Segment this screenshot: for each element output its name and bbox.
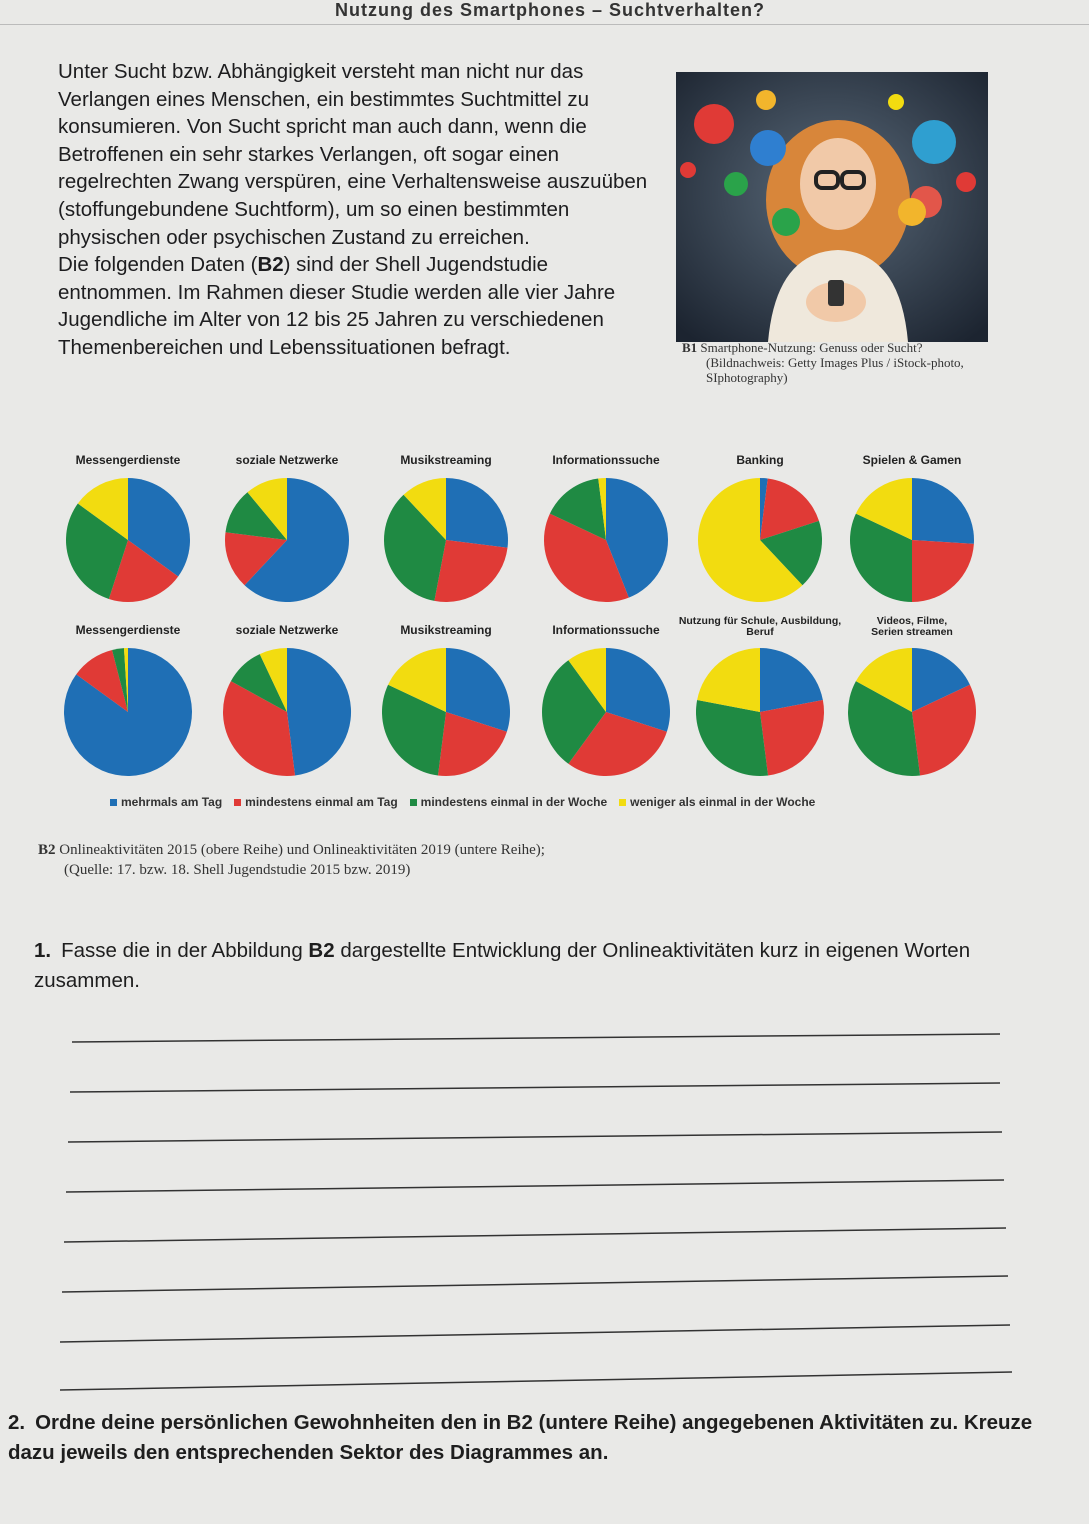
pie-title: Musikstreaming — [400, 453, 492, 467]
b1-label: B1 — [682, 340, 698, 355]
pie-slice[interactable] — [287, 648, 351, 776]
pie-chart-grid — [0, 440, 1089, 820]
task-2-suffix: (untere Reihe) angegebenen Aktivitäten zu. Kreuze dazu jeweils den entsprechenden Sektor des Diagrammes an. — [8, 1411, 1033, 1464]
task-1-ref: B2 — [308, 939, 335, 962]
legend-label: mindestens einmal am Tag — [245, 795, 398, 809]
intro-p2-prefix: Die folgenden Daten ( — [58, 253, 258, 277]
answer-lines — [0, 1020, 1089, 1400]
task-1-prefix: Fasse die in der Abbildung — [61, 939, 309, 962]
pie-title: Spielen & Gamen — [862, 453, 962, 467]
pie-slice[interactable] — [434, 540, 507, 602]
legend-swatch — [110, 799, 117, 806]
b2-caption — [38, 840, 838, 880]
header-divider — [0, 24, 1089, 25]
intro-paragraph-1: Unter Sucht bzw. Abhängigkeit versteht man nicht nur das Verlangen eines Menschen, ein bestimmtes Suchtmittel zu konsumieren. Von Sucht spricht man auch dann, wenn die Betroffenen ein sehr starkes Verlangen, oft sogar einen regelrechten Zwang verspüren, eine Verhaltensweise auszuüben (stoffungebundene Suchtform), um so einen bestimmten physischen oder psychischen Zustand zu erreichen. — [58, 60, 648, 249]
pie-title: Messengerdienste — [75, 623, 181, 637]
intro-text — [58, 58, 658, 362]
answer-line[interactable] — [70, 1083, 1000, 1092]
legend-swatch — [619, 799, 626, 806]
intro-p2-ref: B2 — [257, 253, 284, 277]
pie-title: Informationssuche — [552, 623, 660, 637]
answer-line[interactable] — [60, 1372, 1012, 1390]
task-2-ref: B2 — [506, 1411, 533, 1434]
intro-paragraph-2 — [58, 251, 658, 361]
task-2-number: 2. — [8, 1411, 26, 1434]
legend-item — [234, 795, 398, 809]
answer-line[interactable] — [72, 1034, 1000, 1042]
pie-title: Messengerdienste — [75, 453, 181, 467]
b1-credit: (Bildnachweis: Getty Images Plus / iStock-photo, SIphotography) — [706, 355, 964, 385]
pie-title: soziale Netzwerke — [235, 623, 339, 637]
legend-item — [619, 795, 815, 809]
task-2 — [8, 1408, 1068, 1468]
task-1-number: 1. — [34, 939, 52, 962]
legend-label: mindestens einmal in der Woche — [420, 795, 608, 809]
pie-title: Banking — [736, 453, 784, 467]
answer-line[interactable] — [62, 1276, 1008, 1292]
pie-title: Nutzung für Schule, Ausbildung, Beruf — [678, 615, 842, 638]
legend-label: mehrmals am Tag — [121, 795, 223, 809]
answer-line[interactable] — [66, 1180, 1004, 1192]
task-1-suffix: dargestellte Entwicklung der Onlineaktivitäten kurz in eigenen Worten zusammen. — [34, 939, 971, 992]
pie-slice[interactable] — [912, 540, 974, 602]
legend-label: weniger als einmal in der Woche — [630, 795, 816, 809]
b2-label: B2 — [38, 842, 56, 858]
pie-title: Musikstreaming — [400, 623, 492, 637]
legend-swatch — [410, 799, 417, 806]
pie-slice[interactable] — [912, 478, 974, 544]
pie-slice[interactable] — [760, 700, 824, 775]
legend-swatch — [234, 799, 241, 806]
answer-line[interactable] — [68, 1132, 1002, 1142]
b2-caption-text: Onlineaktivitäten 2015 (obere Reihe) und Onlineaktivitäten 2019 (untere Reihe); — [59, 842, 545, 858]
legend-item — [410, 795, 608, 809]
b1-caption — [682, 340, 1002, 385]
chart-legend — [110, 795, 1010, 809]
answer-line[interactable] — [60, 1325, 1010, 1342]
pie-slice[interactable] — [446, 478, 508, 548]
answer-line[interactable] — [64, 1228, 1006, 1242]
b1-caption-text: Smartphone-Nutzung: Genuss oder Sucht? — [700, 340, 923, 355]
page-header-title: Nutzung des Smartphones – Suchtverhalten? — [334, 0, 766, 20]
pie-title: soziale Netzwerke — [235, 453, 339, 467]
legend-item — [110, 795, 222, 809]
intro-p2-suffix: ) sind der Shell Jugendstudie entnommen. Im Rahmen dieser Studie werden alle vier Jahre Jugendliche im Alter von 12 bis 25 Jahren zu verschiedenen Themenbereichen und Lebenssituationen befragt. — [58, 253, 616, 359]
task-2-prefix: Ordne deine persönlichen Gewohnheiten den in — [35, 1411, 507, 1434]
smartphone-woman-photo — [676, 72, 988, 342]
b2-source: (Quelle: 17. bzw. 18. Shell Jugendstudie 2015 bzw. 2019) — [64, 862, 411, 878]
task-1 — [34, 936, 1024, 996]
pie-title: Informationssuche — [552, 453, 660, 467]
pie-title: Videos, Filme, Serien streamen — [871, 615, 953, 638]
